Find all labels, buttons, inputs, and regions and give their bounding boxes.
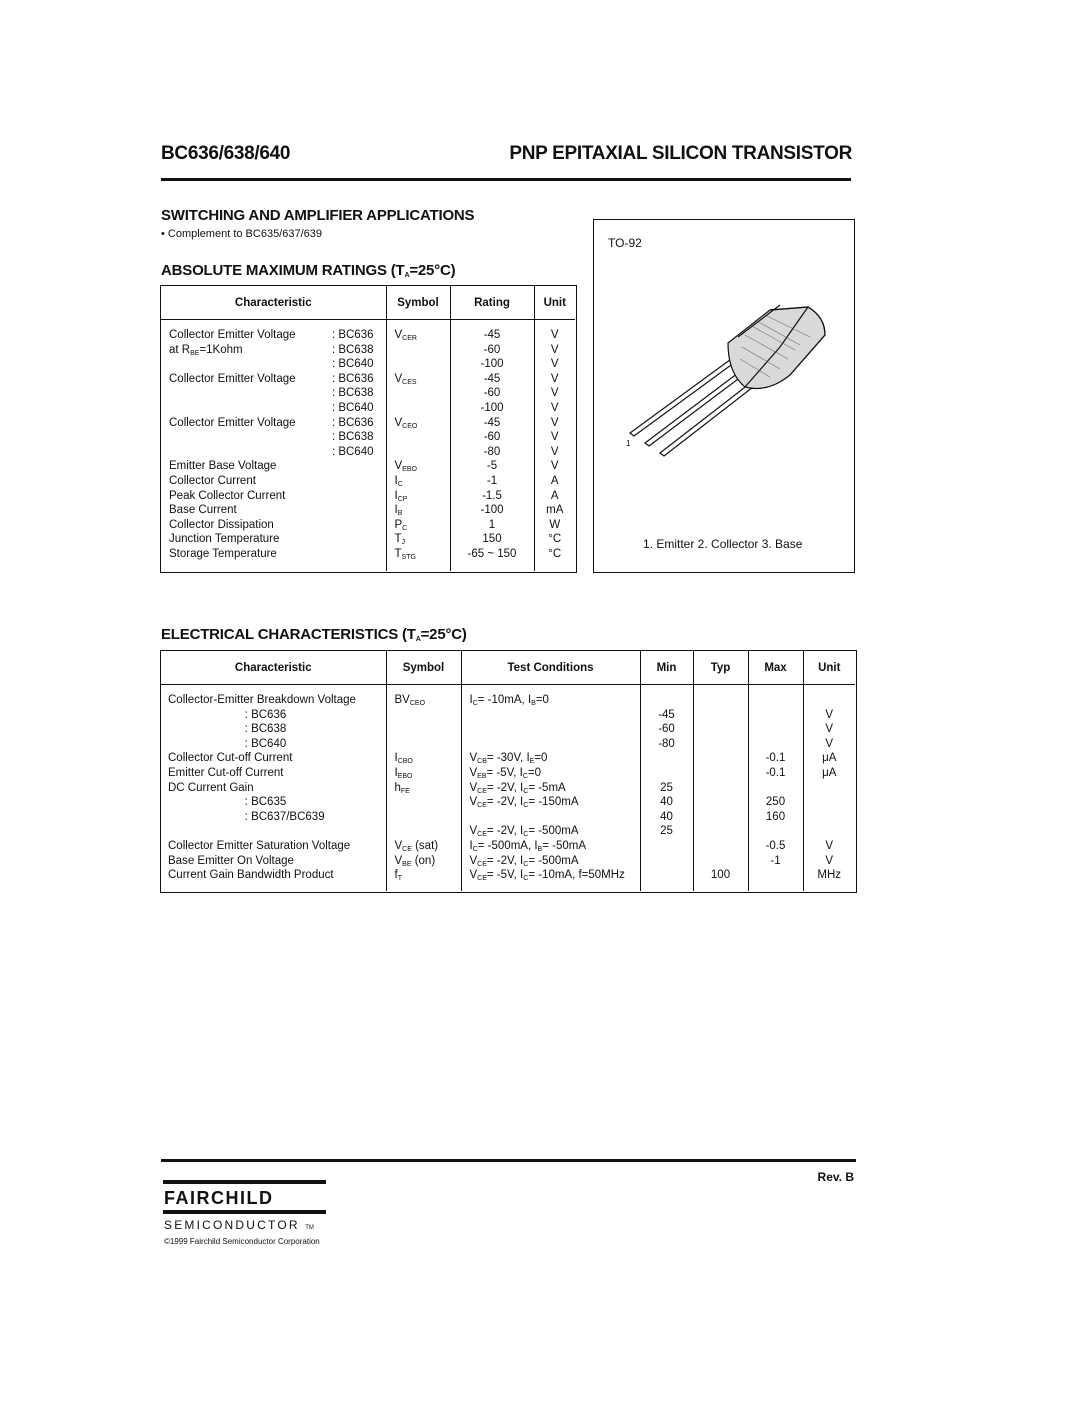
to92-package-illustration bbox=[620, 295, 835, 465]
abs-max-unit: V bbox=[550, 343, 559, 356]
abs-max-symbol bbox=[395, 357, 450, 372]
abs-max-unit: mA bbox=[546, 504, 564, 517]
elec-symbol bbox=[395, 722, 461, 737]
abs-max-unit: V bbox=[550, 401, 559, 414]
col-header-symbol: Symbol bbox=[386, 651, 461, 685]
semiconductor-wordmark: SEMICONDUCTOR TM bbox=[164, 1218, 314, 1232]
col-header-rating: Rating bbox=[450, 286, 534, 320]
abs-max-char-line: Base Current bbox=[169, 504, 237, 517]
abs-max-symbol: $V_{CER}$ bbox=[394, 329, 417, 342]
elec-char-line: Base Emitter On Voltage bbox=[168, 854, 294, 867]
elec-typ-value bbox=[694, 693, 748, 708]
elec-test-condition bbox=[470, 708, 640, 723]
col-header-unit: Unit bbox=[534, 286, 575, 320]
logo-top-bar bbox=[163, 1180, 326, 1184]
abs-max-unit: V bbox=[550, 416, 559, 429]
col-header-unit: Unit bbox=[803, 651, 855, 685]
abs-max-rating: -5 bbox=[486, 460, 498, 473]
abs-max-rating: -60 bbox=[483, 431, 501, 444]
abs-max-symbol bbox=[395, 430, 450, 445]
col-header-min: Min bbox=[640, 651, 693, 685]
abs-max-rating: -45 bbox=[483, 372, 501, 385]
col-header-characteristic: Characteristic bbox=[161, 286, 386, 320]
elec-typ-value bbox=[694, 766, 748, 781]
elec-char-line: : BC636 bbox=[168, 708, 287, 721]
elec-typ-value bbox=[694, 854, 748, 869]
pin-one-marker: 1 bbox=[626, 439, 631, 448]
typ-column bbox=[693, 685, 748, 892]
abs-max-symbol: $V_{CES}$ bbox=[394, 372, 417, 386]
elec-char-line: : BC635 bbox=[168, 796, 287, 809]
elec-char-line: Collector-Emitter Breakdown Voltage bbox=[168, 694, 356, 706]
abs-max-rating: -1.5 bbox=[482, 489, 502, 502]
abs-max-rating: -60 bbox=[483, 387, 501, 400]
elec-unit-value bbox=[804, 693, 856, 708]
complement-note: • Complement to BC635/637/639 bbox=[161, 228, 323, 240]
elec-unit-value: V bbox=[825, 708, 834, 721]
col-header-characteristic: Characteristic bbox=[161, 651, 386, 685]
abs-max-symbol: $V_{EBO}$ bbox=[394, 460, 417, 474]
abs-max-char-line: : BC638 bbox=[331, 387, 374, 400]
abs-max-rating: -60 bbox=[483, 343, 501, 356]
elec-typ-value bbox=[694, 839, 748, 854]
elec-min-value bbox=[641, 854, 693, 869]
elec-max-value bbox=[749, 868, 803, 883]
elec-unit-value bbox=[804, 824, 856, 839]
elec-min-value bbox=[641, 766, 693, 781]
elec-symbol bbox=[395, 824, 461, 839]
abs-max-unit: V bbox=[550, 460, 559, 473]
abs-max-char-line: Storage Temperature bbox=[169, 547, 277, 560]
abs-max-symbol: $T_{STG}$ bbox=[394, 547, 416, 561]
abs-max-unit: V bbox=[550, 329, 559, 341]
abs-max-char-line: Collector Current bbox=[169, 474, 256, 487]
elec-max-value: 160 bbox=[765, 810, 786, 823]
elec-test-condition bbox=[470, 810, 640, 825]
elec-symbol bbox=[395, 708, 461, 723]
abs-max-unit: V bbox=[550, 387, 559, 400]
elec-unit-value bbox=[804, 795, 856, 810]
abs-max-char-line: at $R_{BE}=1Kohm$ : BC638 bbox=[169, 343, 374, 357]
abs-max-char-line: : BC640 bbox=[331, 358, 374, 371]
copyright-notice: ©1999 Fairchild Semiconductor Corporation bbox=[164, 1237, 320, 1246]
elec-char-line: : BC638 bbox=[168, 723, 287, 736]
abs-max-symbol: $I_C$ bbox=[394, 474, 403, 488]
abs-max-rating: -45 bbox=[483, 416, 501, 429]
elec-min-value: 40 bbox=[660, 810, 673, 823]
elec-max-value: -1 bbox=[770, 854, 781, 867]
elec-symbol: $f_T$ bbox=[394, 869, 402, 883]
elec-unit-value: μA bbox=[822, 766, 837, 779]
elec-typ-value bbox=[694, 810, 748, 825]
device-title: PNP EPITAXIAL SILICON TRANSISTOR bbox=[509, 143, 852, 164]
symbol-column bbox=[386, 320, 450, 572]
elec-typ-value bbox=[694, 795, 748, 810]
elec-test-condition: $V_{EB}= -5V$, $I_C=0$ bbox=[469, 766, 542, 780]
applications-heading: SWITCHING AND AMPLIFIER APPLICATIONS bbox=[161, 207, 475, 224]
elec-min-value: 25 bbox=[660, 781, 673, 794]
elec-typ-value bbox=[694, 737, 748, 752]
characteristic-column bbox=[161, 685, 386, 892]
elec-symbol bbox=[395, 810, 461, 825]
abs-max-rating: -100 bbox=[480, 504, 504, 517]
elec-unit-value: V bbox=[825, 839, 834, 852]
elec-max-value bbox=[749, 708, 803, 723]
elec-test-condition: $I_C= -10mA$, $I_B=0$ bbox=[469, 694, 549, 707]
abs-max-char-line: : BC640 bbox=[331, 401, 374, 414]
elec-test-condition: $V_{CE}= -2V$, $I_C= -500mA$ bbox=[469, 854, 579, 868]
abs-max-symbol: $P_C$ bbox=[394, 518, 408, 532]
elec-max-value: 250 bbox=[765, 796, 786, 809]
abs-max-char-line: Emitter Base Voltage bbox=[169, 460, 277, 473]
col-header-typ: Typ bbox=[693, 651, 748, 685]
elec-unit-value bbox=[804, 810, 856, 825]
footer-divider bbox=[161, 1159, 856, 1162]
abs-max-unit: V bbox=[550, 431, 559, 444]
elec-typ-value bbox=[694, 708, 748, 723]
title-divider bbox=[161, 178, 851, 181]
elec-symbol: $BV_{CEO}$ bbox=[394, 694, 426, 707]
elec-char-line: Collector Cut-off Current bbox=[168, 752, 293, 765]
abs-max-char-line: Peak Collector Current bbox=[169, 489, 286, 502]
abs-max-char-line: Collector Emitter Voltage : BC636 bbox=[169, 372, 374, 385]
elec-unit-value: V bbox=[825, 723, 834, 736]
abs-max-symbol: $T_J$ bbox=[394, 533, 406, 547]
elec-max-value: -0.1 bbox=[765, 766, 786, 779]
elec-typ-value bbox=[694, 751, 748, 766]
elec-max-value bbox=[749, 781, 803, 796]
elec-symbol: $I_{EBO}$ bbox=[394, 766, 413, 780]
col-header-max: Max bbox=[748, 651, 803, 685]
elec-char-line: DC Current Gain bbox=[168, 781, 254, 794]
symbol-column bbox=[386, 685, 461, 892]
part-number: BC636/638/640 bbox=[161, 143, 291, 164]
abs-max-symbol bbox=[395, 401, 450, 416]
elec-char-line: Current Gain Bandwidth Product bbox=[168, 869, 334, 882]
abs-max-char-line: Junction Temperature bbox=[169, 533, 280, 546]
elec-typ-value bbox=[694, 781, 748, 796]
abs-max-unit: V bbox=[550, 372, 559, 385]
abs-max-rating: 1 bbox=[488, 518, 496, 531]
abs-max-rating: -100 bbox=[480, 401, 504, 414]
abs-max-heading: ABSOLUTE MAXIMUM RATINGS $(T_A=25^\circ C)$ bbox=[161, 262, 456, 279]
abs-max-table bbox=[160, 285, 577, 573]
elec-min-value: -60 bbox=[658, 723, 675, 736]
abs-max-unit: °C bbox=[548, 533, 562, 546]
elec-symbol bbox=[395, 795, 461, 810]
logo-bottom-bar bbox=[163, 1210, 326, 1214]
elec-symbol: $V_{CE}$ (sat) bbox=[394, 839, 439, 853]
elec-min-value bbox=[641, 868, 693, 883]
revision-label: Rev. B bbox=[817, 1170, 854, 1184]
elec-max-value bbox=[749, 722, 803, 737]
elec-min-value bbox=[641, 693, 693, 708]
elec-test-condition: $I_C= -500mA$, $I_B= -50mA$ bbox=[469, 839, 586, 853]
abs-max-rating: -100 bbox=[480, 358, 504, 371]
elec-unit-value: MHz bbox=[817, 869, 842, 882]
abs-max-rating: -1 bbox=[486, 474, 498, 487]
elec-max-value bbox=[749, 824, 803, 839]
abs-max-rating: -45 bbox=[483, 329, 501, 341]
elec-test-condition: $V_{CE}= -2V$, $I_C= -150mA$ bbox=[469, 796, 579, 810]
elec-test-condition: $V_{CB}= -30V$, $I_E=0$ bbox=[469, 752, 548, 766]
elec-max-value bbox=[749, 693, 803, 708]
elec-test-condition: $V_{CE}= -2V$, $I_C= -500mA$ bbox=[469, 825, 579, 839]
pinout-caption: 1. Emitter 2. Collector 3. Base bbox=[643, 537, 803, 551]
test-conditions-column bbox=[461, 685, 640, 892]
abs-max-unit: °C bbox=[548, 547, 562, 560]
elec-symbol: $V_{BE}$ (on) bbox=[394, 854, 436, 868]
elec-test-condition: $V_{CE}= -5V$, $I_C= -10mA$, f=50MHz bbox=[469, 869, 625, 883]
abs-max-char-line: Collector Emitter Voltage : BC636 bbox=[169, 329, 374, 341]
elec-min-value: -45 bbox=[658, 708, 675, 721]
elec-max-value: -0.1 bbox=[765, 752, 786, 765]
abs-max-rating: -80 bbox=[483, 445, 501, 458]
elec-char-line: Emitter Cut-off Current bbox=[168, 766, 284, 779]
abs-max-symbol: $V_{CEO}$ bbox=[394, 416, 418, 430]
col-header-symbol: Symbol bbox=[386, 286, 450, 320]
elec-typ-value bbox=[694, 824, 748, 839]
elec-max-value: -0.5 bbox=[765, 839, 786, 852]
elec-char-line: : BC637/BC639 bbox=[168, 810, 325, 823]
abs-max-unit: V bbox=[550, 358, 559, 371]
abs-max-unit: V bbox=[550, 445, 559, 458]
elec-symbol: $h_{FE}$ bbox=[394, 781, 410, 795]
elec-symbol bbox=[395, 737, 461, 752]
abs-max-char-line: : BC638 bbox=[331, 431, 374, 444]
abs-max-symbol: $I_{CP}$ bbox=[394, 489, 408, 503]
elec-symbol: $I_{CBO}$ bbox=[394, 752, 413, 766]
rating-column bbox=[450, 320, 534, 572]
elec-heading: ELECTRICAL CHARACTERISTICS $(T_A=25^\circ C)$ bbox=[161, 626, 467, 643]
elec-max-value bbox=[749, 737, 803, 752]
abs-max-rating: 150 bbox=[482, 533, 502, 546]
fairchild-logo: FAIRCHILD bbox=[164, 1188, 274, 1208]
elec-test-condition bbox=[470, 722, 640, 737]
trademark-mark: TM bbox=[305, 1225, 314, 1231]
elec-typ-value bbox=[694, 722, 748, 737]
abs-max-symbol bbox=[395, 386, 450, 401]
elec-unit-value: V bbox=[825, 854, 834, 867]
abs-max-unit: W bbox=[549, 518, 561, 531]
unit-column bbox=[534, 320, 575, 572]
max-column bbox=[748, 685, 803, 892]
abs-max-symbol: $I_B$ bbox=[394, 504, 403, 518]
elec-unit-value: V bbox=[825, 737, 834, 750]
abs-max-unit: A bbox=[550, 489, 559, 502]
elec-min-value: -80 bbox=[658, 737, 675, 750]
elec-min-value: 40 bbox=[660, 796, 673, 809]
elec-char-line bbox=[168, 824, 386, 839]
abs-max-rating: -65 ~ 150 bbox=[467, 547, 517, 560]
electrical-table bbox=[160, 650, 857, 893]
col-header-test-conditions: Test Conditions bbox=[461, 651, 640, 685]
elec-test-condition bbox=[470, 737, 640, 752]
unit-column bbox=[803, 685, 855, 892]
abs-max-symbol bbox=[395, 445, 450, 460]
elec-test-condition: $V_{CE}= -2V$, $I_C= -5mA$ bbox=[469, 781, 566, 795]
elec-min-value: 25 bbox=[660, 825, 673, 838]
abs-max-unit: A bbox=[550, 474, 559, 487]
elec-min-value bbox=[641, 839, 693, 854]
elec-char-line: : BC640 bbox=[168, 737, 287, 750]
abs-max-char-line: Collector Dissipation bbox=[169, 518, 274, 531]
elec-unit-value bbox=[804, 781, 856, 796]
abs-max-char-line: Collector Emitter Voltage : BC636 bbox=[169, 416, 374, 429]
package-label: TO-92 bbox=[608, 236, 642, 250]
elec-unit-value: μA bbox=[822, 752, 837, 765]
elec-min-value bbox=[641, 751, 693, 766]
elec-typ-value: 100 bbox=[710, 869, 731, 882]
min-column bbox=[640, 685, 693, 892]
abs-max-char-line: : BC640 bbox=[331, 445, 374, 458]
characteristic-column bbox=[161, 320, 386, 572]
elec-char-line: Collector Emitter Saturation Voltage bbox=[168, 839, 351, 852]
abs-max-symbol bbox=[395, 343, 450, 358]
